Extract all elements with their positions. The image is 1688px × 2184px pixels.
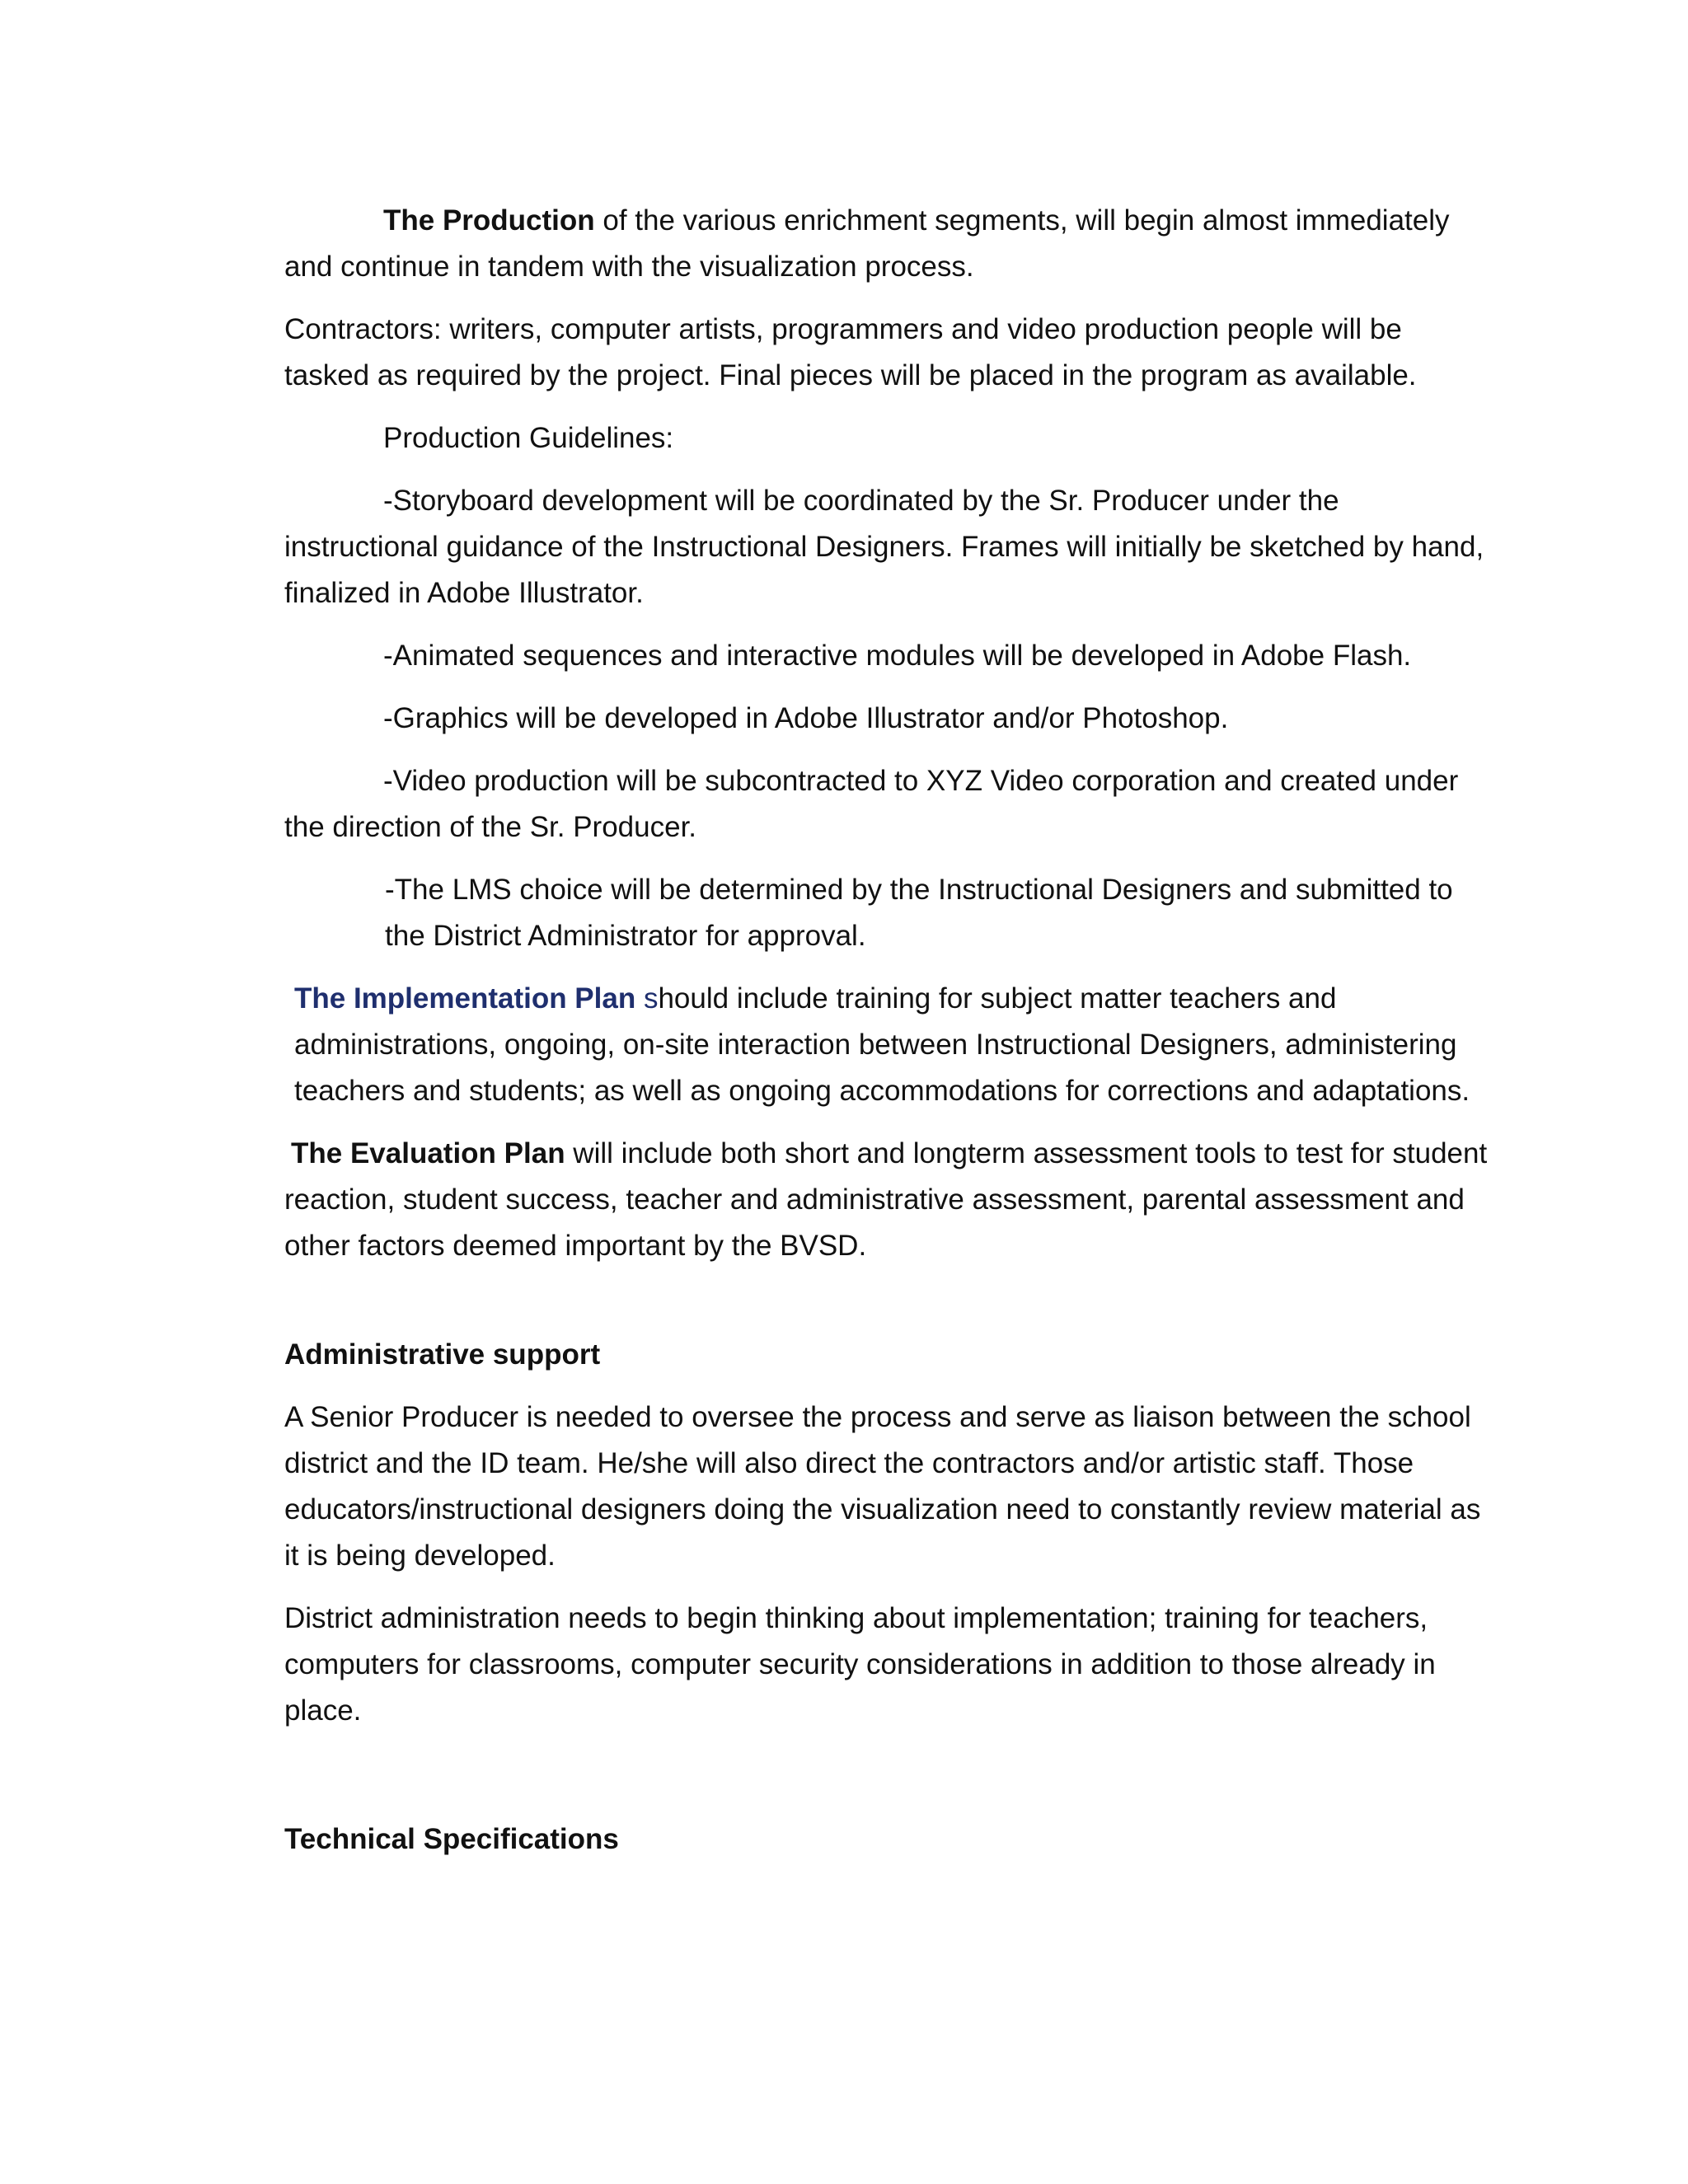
tech-specs-heading: Technical Specifications — [284, 1823, 619, 1855]
production-paragraph — [284, 198, 1488, 290]
guideline-storyboard: -Storyboard development will be coordinated by the Sr. Producer under the instructional guidance of the Instructional Designers. Frames will initially be sketched by hand, finalized in Adobe Illustrator. — [284, 485, 1484, 609]
guideline-graphics: -Graphics will be developed in Adobe Illustrator and/or Photoshop. — [383, 702, 1229, 734]
implementation-lead: The Implementation Plan — [294, 982, 636, 1015]
implementation-text: hould include training for subject matter teachers and administrations, ongoing, on-site interaction between Instructional Designers, administering teachers and students; as well as ongoing accommodations for corrections and adaptations. — [294, 982, 1470, 1107]
guidelines-title: Production Guidelines: — [383, 422, 674, 454]
admin-support-paragraph-2: District administration needs to begin thinking about implementation; training for teachers, computers for classrooms, computer security considerations in addition to those already in place. — [284, 1602, 1436, 1727]
admin-support-paragraph-1: A Senior Producer is needed to oversee the process and serve as liaison between the school district and the ID team. He/she will also direct the contractors and/or artistic staff. Those educators/instructional designers doing the visualization need to constantly review material as it is being developed. — [284, 1401, 1481, 1572]
evaluation-paragraph — [284, 1131, 1488, 1269]
document-body — [284, 198, 1488, 1879]
admin-support-heading: Administrative support — [284, 1338, 601, 1371]
evaluation-text: will include both short and longterm assessment tools to test for student reaction, student success, teacher and administrative assessment, parental assessment and other factors deemed important by the BVSD. — [284, 1137, 1488, 1262]
evaluation-lead: The Evaluation Plan — [291, 1137, 565, 1169]
implementation-lead-tail: s — [635, 982, 659, 1015]
guideline-lms: -The LMS choice will be determined by the Instructional Designers and submitted to the District Administrator for approval. — [385, 874, 1453, 952]
production-text: of the various enrichment segments, will begin almost immediately and continue in tandem with the visualization process. — [284, 204, 1450, 283]
contractors-paragraph: Contractors: writers, computer artists, programmers and video production people will be tasked as required by the project. Final pieces will be placed in the program as available. — [284, 313, 1417, 391]
production-lead: The Production — [383, 204, 595, 237]
guideline-animated: -Animated sequences and interactive modules will be developed in Adobe Flash. — [383, 640, 1412, 672]
implementation-paragraph — [294, 976, 1488, 1114]
guideline-video: -Video production will be subcontracted to XYZ Video corporation and created under the direction of the Sr. Producer. — [284, 765, 1459, 843]
